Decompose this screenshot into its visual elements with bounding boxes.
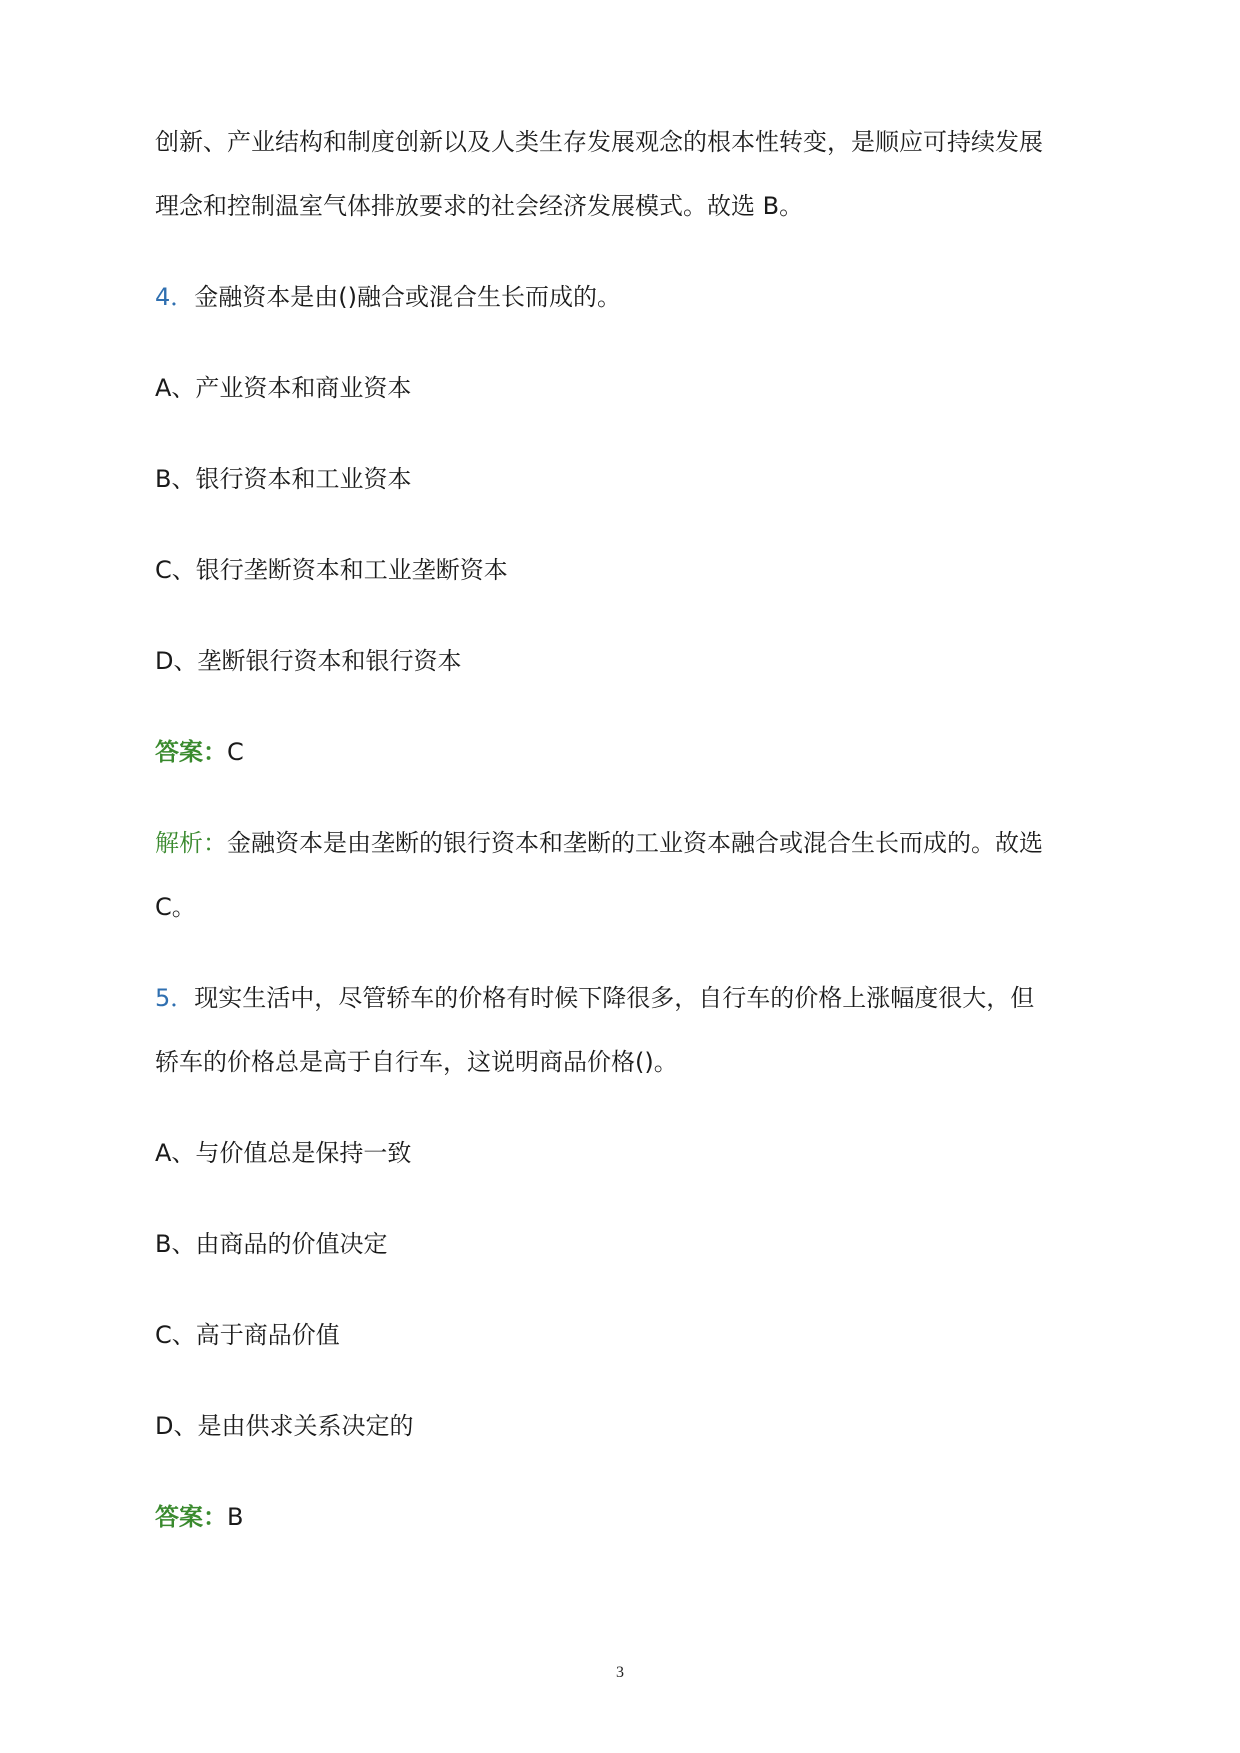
question-4-number: 4． — [155, 283, 195, 311]
question-5-text-line-2: 轿车的价格总是高于自行车，这说明商品价格()。 — [155, 1048, 678, 1076]
page-number: 3 — [616, 1664, 624, 1681]
question-4-answer-label: 答案： — [155, 738, 227, 766]
question-5-option-d: D、是由供求关系决定的 — [155, 1412, 414, 1440]
question-4-answer-value: C — [227, 738, 244, 766]
question-5-option-a: A、与价值总是保持一致 — [155, 1139, 412, 1167]
question-5-answer — [155, 1501, 243, 1533]
question-5-answer-label: 答案： — [155, 1503, 227, 1531]
question-4-explanation-line-1: 金融资本是由垄断的银行资本和垄断的工业资本融合或混合生长而成的。故选 — [227, 829, 1043, 857]
question-4-explanation-label: 解析： — [155, 829, 227, 857]
question-4-option-a: A、产业资本和商业资本 — [155, 374, 412, 402]
question-5-number: 5． — [155, 984, 195, 1012]
question-4-explanation-line-2: C。 — [155, 893, 196, 921]
question-5-option-c: C、高于商品价值 — [155, 1321, 340, 1349]
question-4-option-b: B、银行资本和工业资本 — [155, 465, 412, 493]
question-5-option-b: B、由商品的价值决定 — [155, 1230, 388, 1258]
question-4-option-c: C、银行垄断资本和工业垄断资本 — [155, 556, 508, 584]
question-4-option-d: D、垄断银行资本和银行资本 — [155, 647, 462, 675]
question-4-text: 金融资本是由()融合或混合生长而成的。 — [194, 283, 622, 311]
prev-explanation-line-1: 创新、产业结构和制度创新以及人类生存发展观念的根本性转变，是顺应可持续发展 — [155, 128, 1043, 156]
prev-explanation-line-2: 理念和控制温室气体排放要求的社会经济发展模式。故选 B。 — [155, 192, 804, 220]
question-5-answer-value: B — [227, 1503, 244, 1531]
question-4-answer — [155, 736, 244, 768]
question-5-text-line-1: 现实生活中，尽管轿车的价格有时候下降很多，自行车的价格上涨幅度很大，但 — [194, 984, 1035, 1012]
question-4-explanation — [155, 827, 1043, 859]
question-5 — [155, 982, 1034, 1014]
question-4 — [155, 281, 621, 313]
